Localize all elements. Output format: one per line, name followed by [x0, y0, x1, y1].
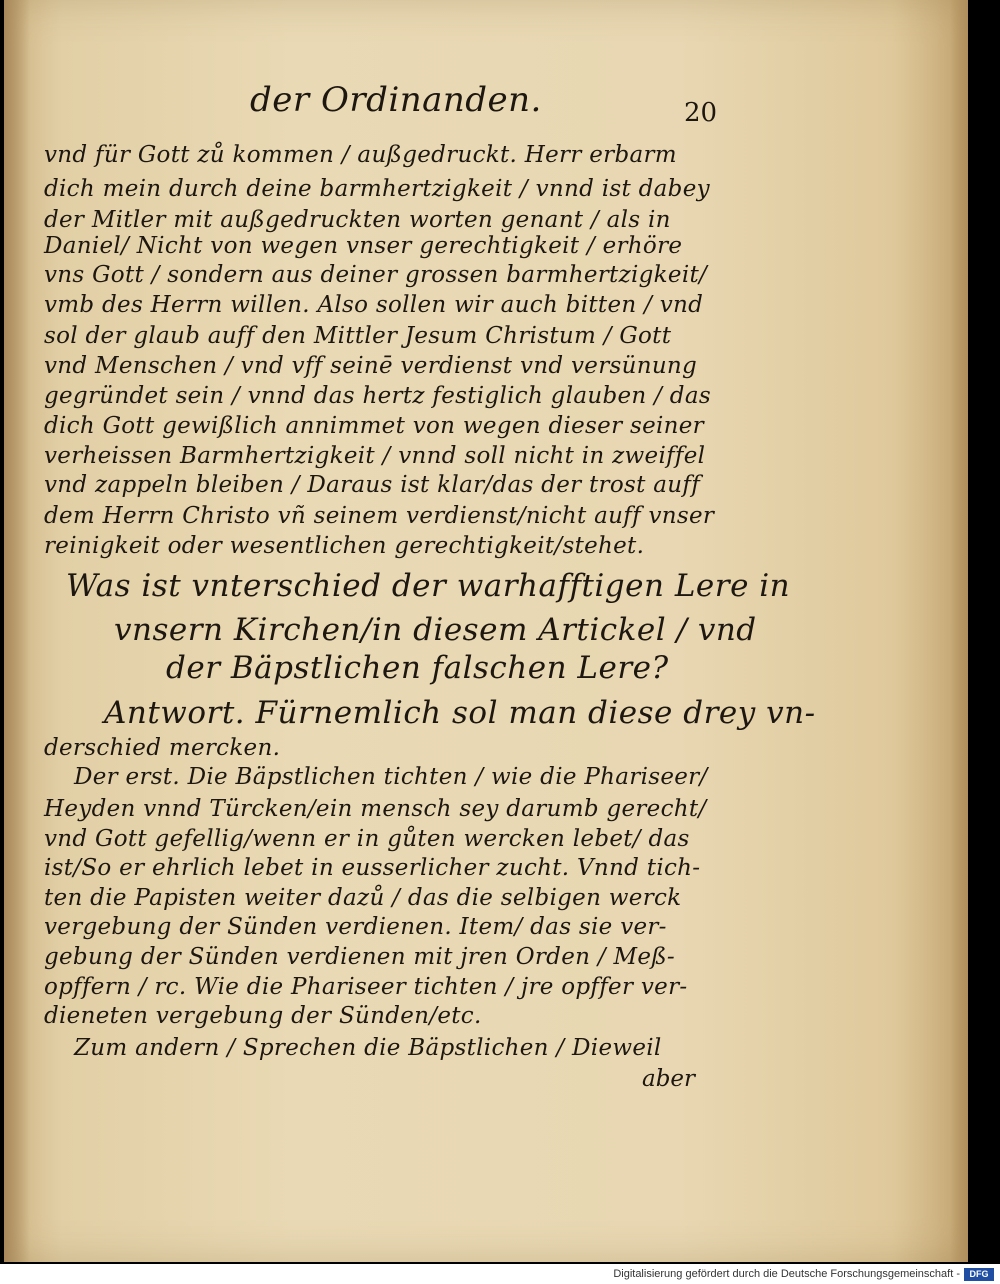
text-line: der Mitler mit außgedruckten worten genant / als in [44, 207, 671, 233]
page-gutter-shadow [4, 0, 30, 1262]
text-line: ist/So er ehrlich lebet in eusserlicher zucht. Vnnd tich- [44, 855, 701, 881]
text-line: reinigkeit oder wesentlichen gerechtigkeit/stehet. [44, 533, 645, 559]
dfg-logo[interactable]: DFG [964, 1268, 994, 1281]
text-line: dich Gott gewißlich annimmet von wegen dieser seiner [44, 413, 704, 439]
text-line: vns Gott / sondern aus deiner grossen barmhertzigkeit/ [44, 262, 708, 288]
text-line: ten die Papisten weiter dazů / das die selbigen werck [44, 885, 682, 911]
text-line: vergebung der Sünden verdienen. Item/ das sie ver- [44, 914, 667, 940]
section-heading-line: Was ist vnterschied der warhafftigen Lere in [66, 568, 791, 604]
running-head: der Ordinanden. [250, 80, 542, 120]
page-edge-shadow [950, 0, 968, 1262]
text-line: Der erst. Die Bäpstlichen tichten / wie die Phariseer/ [74, 764, 708, 790]
text-line: gegründet sein / vnnd das hertz festiglich glauben / das [44, 383, 711, 409]
text-line: vmb des Herrn willen. Also sollen wir auch bitten / vnd [44, 292, 704, 318]
text-line: dem Herrn Christo vñ seinem verdienst/nicht auff vnser [44, 503, 715, 529]
text-line: sol der glaub auff den Mittler Jesum Christum / Gott [44, 323, 672, 349]
text-line: vnd Gott gefellig/wenn er in gůten wercken lebet/ das [44, 826, 690, 852]
text-line: vnd zappeln bleiben / Daraus ist klar/das der trost auff [44, 472, 701, 498]
text-line: opffern / rc. Wie die Phariseer tichten / jre opffer ver- [44, 974, 688, 1000]
text-line: verheissen Barmhertzigkeit / vnnd soll nicht in zweiffel [44, 443, 706, 469]
text-line: Daniel/ Nicht von wegen vnser gerechtigkeit / erhöre [44, 233, 683, 259]
text-line: Zum andern / Sprechen die Bäpstlichen / Dieweil [74, 1035, 662, 1061]
section-heading-line: der Bäpstlichen falschen Lere? [166, 650, 669, 686]
catchword: aber [642, 1066, 696, 1092]
answer-line: derschied mercken. [44, 735, 281, 761]
text-line: vnd Menschen / vnd vff seinē verdienst vnd versünung [44, 353, 698, 379]
text-line: dich mein durch deine barmhertzigkeit / vnnd ist dabey [44, 176, 710, 202]
text-line: vnd für Gott zů kommen / außgedruckt. Herr erbarm [44, 142, 677, 168]
folio-number: 20 [684, 98, 718, 128]
section-heading-line: vnsern Kirchen/in diesem Artickel / vnd [114, 612, 757, 648]
text-line: Heyden vnnd Türcken/ein mensch sey darumb gerecht/ [44, 796, 707, 822]
text-line: gebung der Sünden verdienen mit jren Orden / Meß- [44, 944, 675, 970]
funding-credit: Digitalisierung gefördert durch die Deutsche Forschungsgemeinschaft - [613, 1268, 960, 1280]
text-line: dieneten vergebung der Sünden/etc. [44, 1003, 482, 1029]
answer-line: Antwort. Fürnemlich sol man diese drey vn- [104, 695, 816, 731]
